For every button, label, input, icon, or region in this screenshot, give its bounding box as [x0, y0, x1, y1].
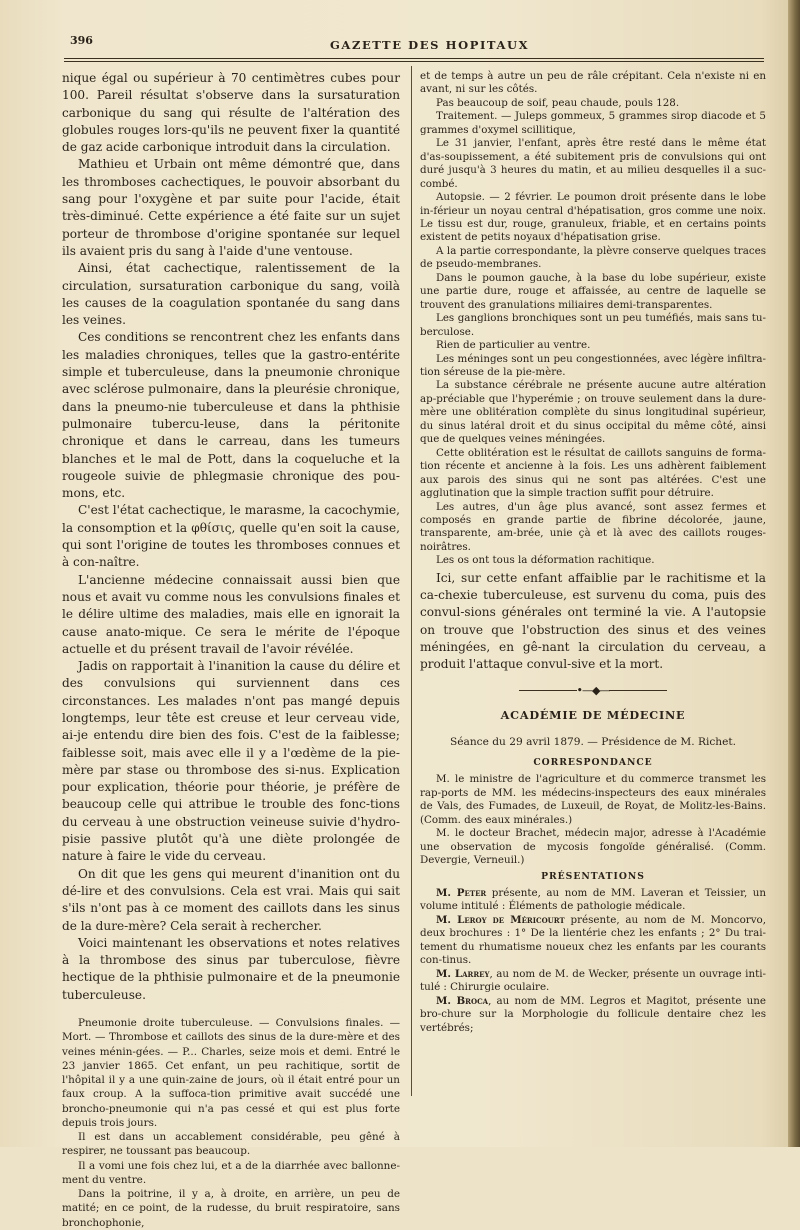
paragraph: nique égal ou supérieur à 70 centimètres cubes pour 100. Pareil résultat s'observe dans la sursaturation carbonique du sang qui résulte de l'altération des globules rouges lors-qu'ils ne peuvent fixer la quantité de gaz acide carbonique introduit dans la circulation.: [62, 71, 400, 155]
case-paragraph: Dans la poitrine, il y a, à droite, en arrière, un peu de matité; en ce point, de la rudesse, du bruit respiratoire, sans bronchophonie,: [62, 1188, 400, 1229]
case-paragraph: Il a vomi une fois chez lui, et a de la diarrhée avec ballonne-ment du ventre.: [62, 1159, 400, 1186]
page-edge: [788, 0, 800, 1147]
case-paragraph: Autopsie. — 2 février. Le poumon droit présente dans le lobe in-férieur un noyau central d'hépatisation, gros comme une noix. Le tissu est dur, rouge, granuleux, friable, et en certains points existent de petits noyaux d'hépatisation grise.: [420, 191, 766, 244]
case-paragraph: Les os ont tous la déformation rachitique.: [436, 554, 655, 567]
paragraph: Ainsi, état cachectique, ralentissement de la circulation, sursaturation carbonique du sang, voilà les causes de la coagulation spontanée du sang dans les veines.: [62, 261, 400, 328]
case-paragraph: Pneumonie droite tuberculeuse. — Convulsions finales. — Mort. — Thrombose et caillots des sinus de la dure-mère et des veines ménin-gées. — P... Charles, seize mois et demi. Entré le 23 janvier 1865. Cet enfant, un peu rachitique, sortit de l'hôpital il y a une quin-zaine de jours, où il était entré pour un faux croup. A la suffoca-tion primitive avait succédé une broncho-pneumonie qui n'a pas cessé et qui est plus forte depuis trois jours.: [62, 1017, 400, 1129]
subheading-presentations: PRÉSENTATIONS: [541, 870, 645, 882]
column-divider: [411, 66, 412, 1096]
paragraph: Ces conditions se rencontrent chez les enfants dans les maladies chroniques, telles que la gastro-entérite simple et tuberculeuse, dans la pneumonie chronique avec sclérose pulmonaire, dans la pleurésie chronique, dans la pneumo-nie tuberculeuse et dans la phthisie pulmonaire tubercu-leuse, dans la péritonite chronique et dans le carreau, dans les tumeurs blanches et le mal de Pott, dans la coqueluche et la rougeole suivie de phlegmasie chronique des pou-mons, etc.: [62, 330, 400, 501]
header-rule-thin: [64, 61, 764, 62]
case-paragraph: Le 31 janvier, l'enfant, après être resté dans le même état d'as-soupissement, a été subitement pris de convulsions qui ont duré jusqu'à 3 heures du matin, et au milieu desquelles il a suc-combé.: [420, 137, 766, 190]
seance-line: Séance du 29 avril 1879. — Présidence de M. Richet.: [450, 736, 736, 749]
case-paragraph: Les autres, d'un âge plus avancé, sont assez fermes et composés en grande partie de fibrine décolorée, jaune, transparente, am-brée, unie çà et là avec des caillots rouges-noirâtres.: [420, 500, 766, 553]
paragraph: Voici maintenant les observations et notes relatives à la thrombose des sinus par tuberculose, fièvre hectique de la phthisie pulmonaire et de la pneumonie tuberculeuse.: [62, 935, 400, 1002]
case-paragraph: et de temps à autre un peu de râle crépitant. Cela n'existe ni en avant, ni sur les côtés.: [420, 70, 766, 96]
case-paragraph: Il est dans un accablement considérable, peu gêné à respirer, ne toussant pas beaucoup.: [62, 1131, 400, 1158]
presentation-text: , au nom de MM. Legros et Magitot, présente une bro-chure sur la Morphologie du follicule dentaire chez les vertébrés;: [420, 994, 766, 1034]
case-paragraph: Pas beaucoup de soif, peau chaude, pouls 128.: [436, 96, 680, 109]
presenter-name: M. Larrey: [436, 967, 490, 980]
presenter-name: M. Broca: [436, 994, 489, 1007]
presentation-item: [420, 914, 766, 968]
presentation-item: [420, 995, 766, 1035]
case-paragraph: Les méninges sont un peu congestionnées, avec légère infiltra-tion séreuse de la pie-mère.: [420, 352, 766, 378]
header-rule: [64, 58, 764, 59]
presenter-name: M. Leroy de Méricourt: [436, 913, 565, 926]
right-column: [420, 70, 766, 1035]
page-number: 396: [70, 34, 93, 47]
paragraph: Jadis on rapportait à l'inanition la cause du délire et des convulsions qui surviennent dans ces circonstances. Les malades n'ont pas mangé depuis longtemps, leur tête est creuse et leur cerveau vide, ai-je entendu dire bien des fois. C'est de la faiblesse; faiblesse soit, mais avec elle il y a l'œdème de la pie-mère par stase ou thrombose des si-nus. Explication pour explication, théorie pour théorie, je préfère de beaucoup celle qui attribue le trouble des fonc-tions du cerveau à une obstruction veineuse suivie d'hydro-pisie passive plutôt qu'à une diète prolongée de nature à faire le vide du cerveau.: [62, 659, 400, 864]
case-paragraph: Cette oblitération est le résultat de caillots sanguins de forma-tion récente et ancienne à la fois. Les uns adhèrent faiblement aux parois des sinus qui ne sont pas altérées. C'est une agglutination que la simple traction suffit pour détruire.: [420, 446, 766, 500]
case-paragraph: La substance cérébrale ne présente aucune autre altération ap-préciable que l'hyperémie ; on trouve seulement dans la dure-mère une oblitération complète du sinus longitudinal supérieur, du sinus latéral droit et du sinus occipital du même côté, ainsi que de quelques veines méningées.: [420, 379, 766, 446]
case-paragraph: Rien de particulier au ventre.: [436, 339, 591, 352]
case-paragraph: Les ganglions bronchiques sont un peu tuméfiés, mais sans tu-berculose.: [420, 312, 766, 338]
presenter-name: M. Peter: [436, 886, 487, 899]
case-paragraph: Dans le poumon gauche, à la base du lobe supérieur, existe une partie dure, rouge et affaissée, au centre de laquelle se trouvent des granulations miliaires demi-transparentes.: [420, 271, 766, 311]
correspondance-item: M. le ministre de l'agriculture et du commerce transmet les rap-ports de MM. les médecins-inspecteurs des eaux minérales de Vals, des Fumades, de Luxeuil, de Royat, de Molitz-les-Bains. (Comm. des eaux minérales.): [420, 773, 766, 826]
case-paragraph: Traitement. — Juleps gommeux, 5 grammes sirop diacode et 5 grammes d'oxymel scillitique,: [420, 110, 766, 136]
case-paragraph: A la partie correspondante, la plèvre conserve quelques traces de pseudo-membranes.: [420, 244, 766, 271]
conclusion-paragraph: Ici, sur cette enfant affaiblie par le rachitisme et la ca-chexie tuberculeuse, est survenu du coma, puis des convul-sions générales ont terminé la vie. A l'autopsie on trouve que l'obstruction des sinus et des veines méningées, en gê-nant la circulation du cerveau, a produit l'attaque convul-sive et la mort.: [420, 570, 766, 672]
presentation-text: , au nom de M. de Wecker, présente un ouvrage inti-tulé : Chirurgie oculaire.: [420, 967, 766, 994]
presentation-text: présente, au nom de MM. Laveran et Teissier, un volume intitulé : Éléments de pathologie médicale.: [420, 886, 766, 913]
presentation-text: présente, au nom de M. Moncorvo, deux brochures : 1° De la lientérie chez les enfants ; 2° Du trai-tement du rhumatisme noueux chez les enfants par les courants con-tinus.: [420, 913, 766, 967]
paragraph: On dit que les gens qui meurent d'inanition ont du dé-lire et des convulsions. Cela est vrai. Mais qui sait s'ils n'ont pas à ce moment des caillots dans les sinus de la dure-mère? Cela serait à rechercher.: [62, 866, 400, 933]
section-separator: [420, 684, 766, 697]
section-title: ACADÉMIE DE MÉDECINE: [500, 708, 686, 722]
paragraph: C'est l'état cachectique, le marasme, la cacochymie, la consomption et la φθίσις, quelle qu'en soit la cause, qui sont l'origine de toutes les thromboses connues et à con-naître.: [62, 503, 400, 570]
paragraph: Mathieu et Urbain ont même démontré que, dans les thromboses cachectiques, le pouvoir absorbant du sang pour l'oxygène et par suite pour l'acide, était très-diminué. Cette expérience a été faite sur un sujet porteur de thrombose d'origine spontanée sur lequel ils avaient pris du sang à l'aide d'une ventouse.: [62, 157, 400, 258]
journal-title: GAZETTE DES HOPITAUX: [330, 38, 530, 52]
separator-ornament: •—◆—: [576, 683, 610, 697]
left-column: [62, 70, 400, 1230]
correspondance-item: M. le docteur Brachet, médecin major, adresse à l'Académie une observation de mycosis fongoïde généralisé. (Comm. Devergie, Verneuil.): [420, 827, 766, 867]
presentation-item: [420, 968, 766, 995]
paragraph: L'ancienne médecine connaissait aussi bien que nous et avait vu comme nous les convulsions finales et le délire ultime des maladies, mais elle en ignorait la cause anato-mique. Ce sera le mérite de l'époque actuelle et du présent travail de l'avoir révélée.: [62, 572, 400, 656]
subheading-correspondance: CORRESPONDANCE: [533, 756, 653, 768]
presentation-item: [420, 887, 766, 914]
